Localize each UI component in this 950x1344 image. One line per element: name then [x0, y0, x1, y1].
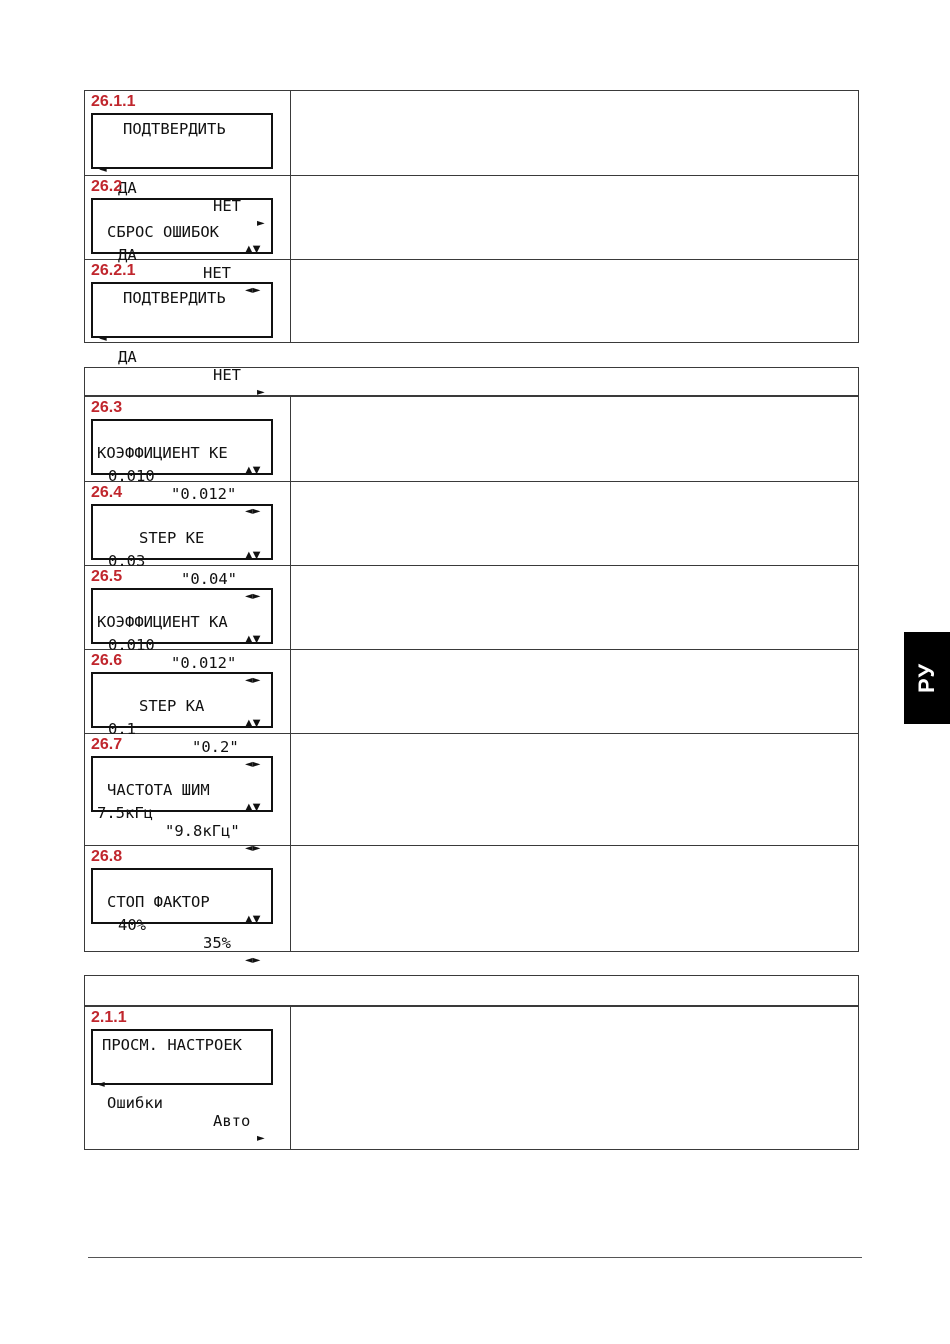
lcd-display: [91, 756, 273, 854]
description-cell: [291, 1007, 858, 1149]
lcd-value-default: "9.8кГц": [165, 822, 240, 840]
left-right-arrows-icon: ◄►: [245, 285, 261, 296]
lcd-option-left: Ошибки: [107, 1094, 163, 1112]
up-down-arrows-icon: ▲▼: [245, 634, 261, 645]
lcd-value-default: "0.012": [171, 654, 237, 672]
left-right-arrows-icon: ◄►: [245, 759, 261, 770]
up-down-arrows-icon: ▲▼: [245, 550, 261, 561]
table-row: [85, 845, 858, 966]
lcd-value-default: "0.04": [181, 570, 237, 588]
menu-code: 26.2.1: [91, 262, 136, 279]
lcd-display: [91, 1029, 273, 1144]
lcd-value-current: 7.5кГц: [97, 804, 153, 822]
menu-code: 26.7: [91, 736, 123, 753]
lcd-value-current: 0.010: [108, 467, 155, 485]
menu-code: 26.8: [91, 848, 123, 865]
up-down-arrows-icon: ▲▼: [245, 718, 261, 729]
lcd-option-left: ДА: [118, 246, 137, 264]
right-arrow-icon: ►: [257, 1133, 265, 1144]
lcd-value-default: 35%: [203, 934, 231, 952]
table-row: [85, 1007, 858, 1149]
up-down-arrows-icon: ▲▼: [245, 465, 261, 476]
menu-code: 26.3: [91, 399, 123, 416]
lcd-value-default: "0.012": [171, 485, 237, 503]
table-row: [85, 259, 858, 398]
language-tab: [904, 632, 950, 724]
lcd-line1: СБРОС ОШИБОК: [107, 223, 219, 241]
lcd-line1: ЧАСТОТА ШИМ: [107, 781, 210, 799]
lcd-option-right: НЕТ: [203, 264, 231, 282]
footer-divider: [88, 1257, 862, 1258]
table-header: [85, 976, 858, 1007]
lcd-line1: STEP KA: [139, 697, 205, 715]
language-tab-label: РУ: [913, 662, 939, 694]
left-right-arrows-icon: ◄►: [245, 591, 261, 602]
lcd-option-left: ДА: [118, 179, 137, 197]
menu-code: 26.1.1: [91, 93, 136, 110]
menu-table-1: [84, 90, 859, 398]
menu-code: 2.1.1: [91, 1009, 127, 1026]
menu-code: 26.6: [91, 652, 123, 669]
menu-cell: [85, 734, 291, 854]
description-cell: [291, 650, 858, 733]
lcd-option-right: Авто: [213, 1112, 251, 1130]
table-row: [85, 733, 858, 854]
menu-code: 26.2: [91, 178, 123, 195]
description-cell: [291, 482, 858, 565]
lcd-option-left: ДА: [118, 348, 137, 366]
description-cell: [291, 91, 858, 175]
lcd-value-default: "0.2": [192, 738, 239, 756]
left-arrow-icon: ◄: [99, 164, 107, 175]
lcd-option-right: НЕТ: [213, 197, 241, 215]
left-right-arrows-icon: ◄►: [245, 843, 261, 854]
lcd-line1: СТОП ФАКТОР: [107, 893, 210, 911]
left-right-arrows-icon: ◄►: [245, 506, 261, 517]
lcd-line1: КОЭФФИЦИЕНТ КА: [97, 613, 228, 631]
menu-code: 26.4: [91, 484, 123, 501]
lcd-option-right: НЕТ: [213, 366, 241, 384]
lcd-value-current: 0.1: [108, 720, 136, 738]
left-right-arrows-icon: ◄►: [245, 675, 261, 686]
right-arrow-icon: ►: [257, 387, 265, 398]
up-down-arrows-icon: ▲▼: [245, 914, 261, 925]
lcd-value-current: 0.03: [108, 552, 146, 570]
lcd-line1: STEP KE: [139, 529, 205, 547]
lcd-line1: ПОДТВЕРДИТЬ: [123, 120, 226, 138]
lcd-value-current: 40%: [118, 916, 146, 934]
lcd-line1: КОЭФФИЦИЕНТ КЕ: [97, 444, 228, 462]
left-right-arrows-icon: ◄►: [245, 955, 261, 966]
menu-cell: [85, 846, 291, 966]
left-arrow-icon: ◄: [97, 1079, 105, 1090]
menu-code: 26.5: [91, 568, 123, 585]
left-arrow-icon: ◄: [99, 333, 107, 344]
lcd-value-current: 0.010: [108, 636, 155, 654]
lcd-line1: ПОДТВЕРДИТЬ: [123, 289, 226, 307]
right-arrow-icon: ►: [257, 218, 265, 229]
table-header: [85, 368, 858, 397]
up-down-arrows-icon: ▲▼: [245, 802, 261, 813]
menu-cell: [85, 1007, 291, 1149]
up-down-arrows-icon: ▲▼: [245, 244, 261, 255]
menu-table-2: [84, 367, 859, 966]
lcd-display: [91, 868, 273, 966]
description-cell: [291, 566, 858, 649]
description-cell: [291, 846, 858, 951]
menu-cell: [85, 260, 291, 398]
description-cell: [291, 176, 858, 259]
lcd-line1: ПРОСМ. НАСТРОЕК: [102, 1036, 242, 1054]
description-cell: [291, 260, 858, 342]
description-cell: [291, 734, 858, 845]
lcd-display: [91, 282, 273, 398]
menu-table-3: [84, 975, 859, 1150]
description-cell: [291, 397, 858, 481]
